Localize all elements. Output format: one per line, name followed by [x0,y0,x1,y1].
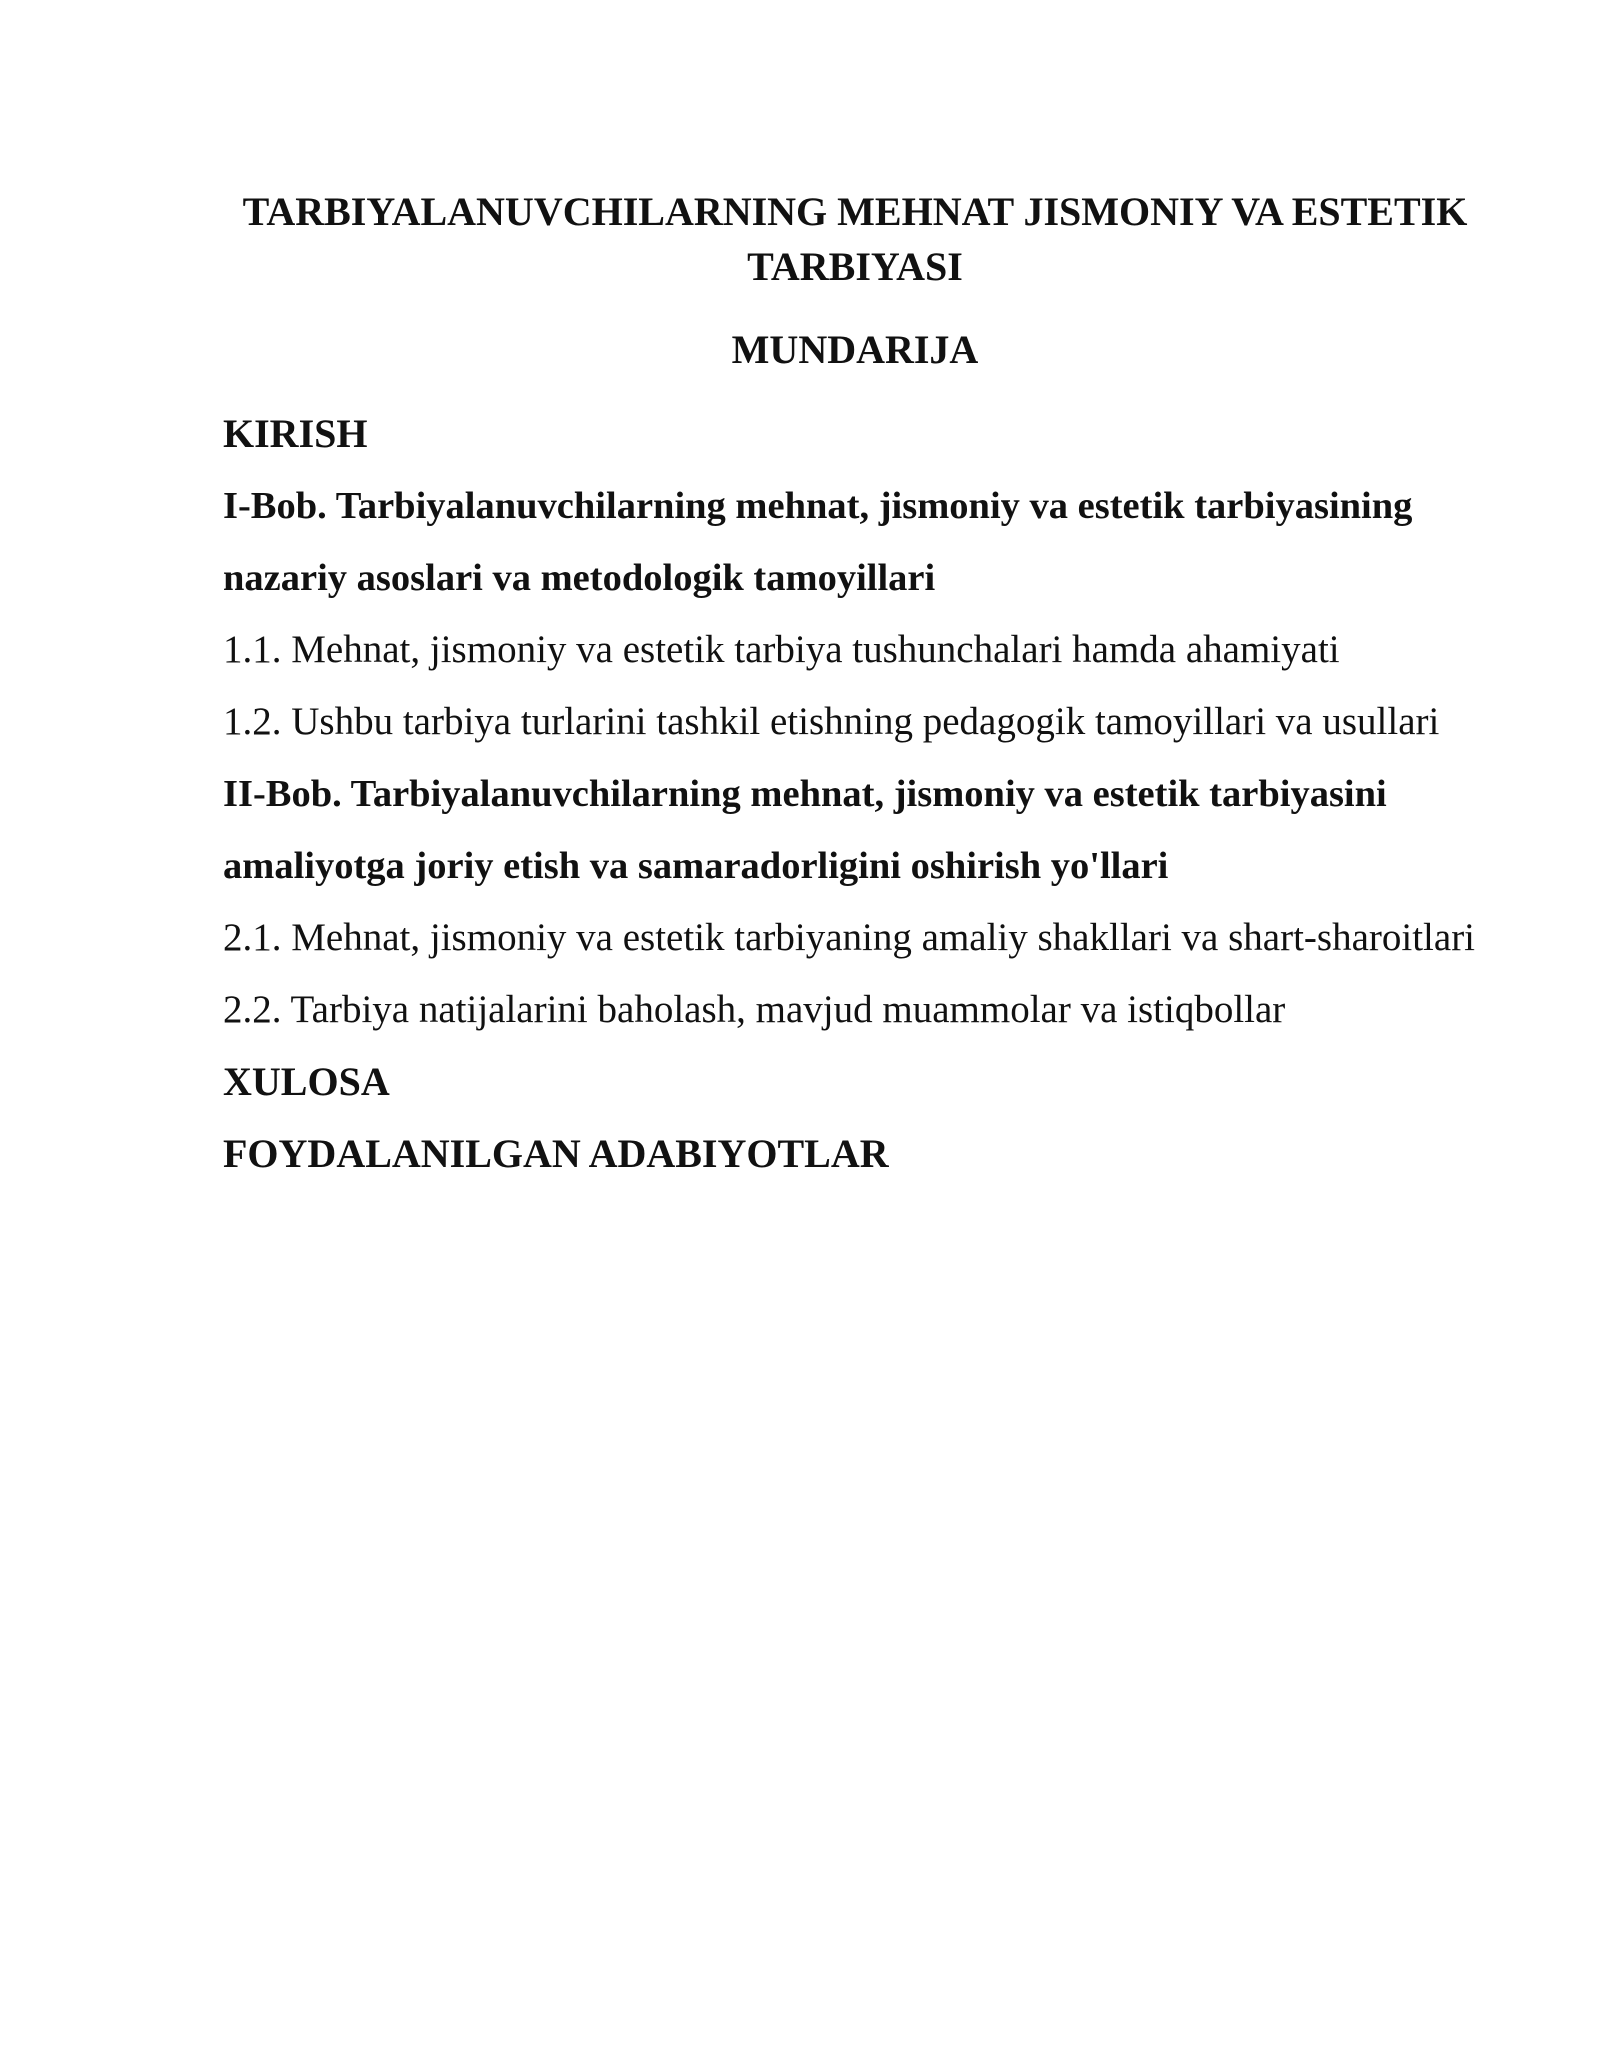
toc-entry-chapter-1: I-Bob. Tarbiyalanuvchilarning mehnat, jismoniy va estetik tarbiyasining nazariy asoslari va metodologik tamoyillari [223,485,1413,599]
toc-heading: MUNDARIJA [731,327,979,372]
toc-entry-section-1-2: 1.2. Ushbu tarbiya turlarini tashkil etishning pedagogik tamoyillari va usullari [223,700,1440,743]
toc-entry-chapter-2: II-Bob. Tarbiyalanuvchilarning mehnat, jismoniy va estetik tarbiyasini amaliyotga joriy etish va samaradorligini oshirish yo'llari [223,773,1387,887]
toc-entry-section-2-2: 2.2. Tarbiya natijalarini baholash, mavjud muammolar va istiqbollar [223,988,1286,1031]
toc-entry-introduction: KIRISH [223,411,368,456]
toc-entry-references: FOYDALANILGAN ADABIYOTLAR [223,1131,889,1176]
toc-entry-section-2-1: 2.1. Mehnat, jismoniy va estetik tarbiyaning amaliy shakllari va shart-sharoitlari [223,916,1476,959]
toc-entry-conclusion: XULOSA [223,1059,390,1104]
toc-entry-section-1-1: 1.1. Mehnat, jismoniy va estetik tarbiya tushunchalari hamda ahamiyati [223,628,1340,671]
document-title: TARBIYALANUVCHILARNING MEHNAT JISMONIY VA ESTETIK TARBIYASI [242,189,1468,289]
table-of-contents [223,398,1483,1190]
